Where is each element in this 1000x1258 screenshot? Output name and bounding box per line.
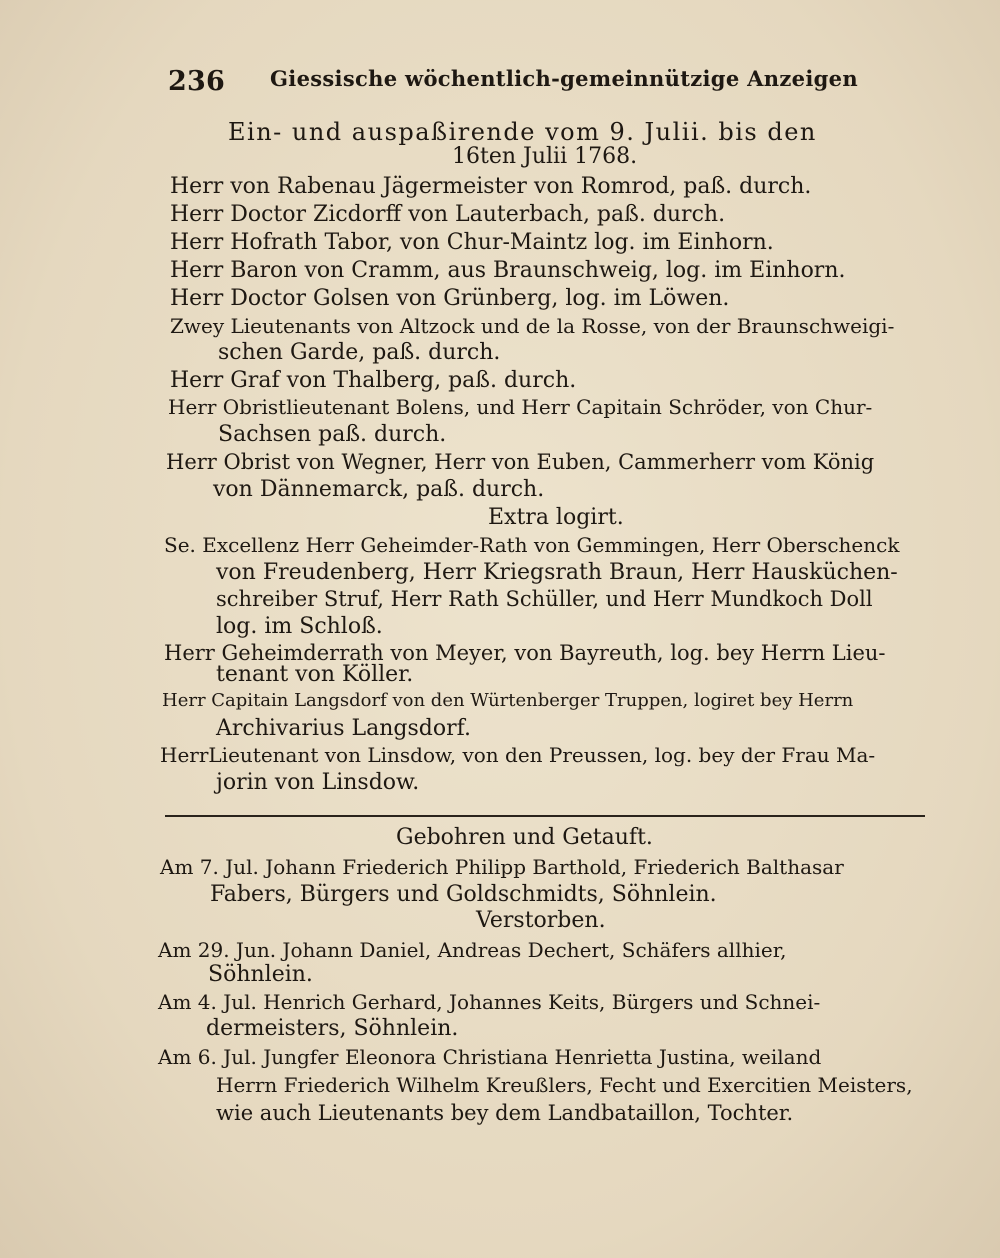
born-line: Fabers, Bürgers und Goldschmidts, Söhnlein. — [210, 882, 717, 907]
travel-line: Herr Hofrath Tabor, von Chur-Maintz log. im Einhorn. — [170, 230, 774, 255]
extra-line: Herr Capitain Langsdorf von den Würtenberger Truppen, logiret bey Herrn — [162, 690, 854, 711]
died-line: Am 29. Jun. Johann Daniel, Andreas Dechert, Schäfers allhier, — [158, 938, 787, 962]
section-divider — [165, 815, 925, 817]
born-heading: Gebohren und Getauft. — [396, 825, 653, 850]
extra-line: Herr Geheimderrath von Meyer, von Bayreuth, log. bey Herrn Lieu- — [164, 641, 886, 665]
died-line: Am 6. Jul. Jungfer Eleonora Christiana Henrietta Justina, weiland — [158, 1045, 822, 1069]
extra-line: von Freudenberg, Herr Kriegsrath Braun, Herr Hausküchen- — [216, 560, 898, 585]
extra-line: schreiber Struf, Herr Rath Schüller, und Herr Mundkoch Doll — [216, 587, 873, 611]
died-line: Söhnlein. — [208, 962, 313, 987]
died-line: Herrn Friederich Wilhelm Kreußlers, Fecht und Exercitien Meisters, — [216, 1073, 913, 1097]
travel-line: Herr Baron von Cramm, aus Braunschweig, log. im Einhorn. — [170, 258, 846, 283]
extra-line: log. im Schloß. — [216, 614, 383, 639]
born-line: Am 7. Jul. Johann Friederich Philipp Barthold, Friederich Balthasar — [160, 855, 844, 879]
died-line: dermeisters, Söhnlein. — [206, 1016, 459, 1041]
travel-heading: Ein- und auspaßirende vom 9. Julii. bis den — [228, 118, 817, 146]
died-line: Am 4. Jul. Henrich Gerhard, Johannes Keits, Bürgers und Schnei- — [158, 990, 821, 1014]
travel-heading-date: 16ten Julii 1768. — [452, 144, 638, 169]
travel-line: Herr Obrist von Wegner, Herr von Euben, Cammerherr vom König — [166, 450, 875, 474]
travel-line: schen Garde, paß. durch. — [218, 340, 501, 365]
extra-line: Archivarius Langsdorf. — [216, 716, 471, 741]
extra-line: Se. Excellenz Herr Geheimder-Rath von Gemmingen, Herr Oberschenck — [164, 533, 900, 557]
travel-line: Herr Doctor Golsen von Grünberg, log. im Löwen. — [170, 286, 730, 311]
extra-line: HerrLieutenant von Linsdow, von den Preussen, log. bey der Frau Ma- — [160, 743, 876, 767]
travel-line: von Dännemarck, paß. durch. — [213, 477, 545, 502]
died-heading: Verstorben. — [476, 908, 606, 933]
travel-line: Herr Graf von Thalberg, paß. durch. — [170, 368, 577, 393]
died-line: wie auch Lieutenants bey dem Landbataillon, Tochter. — [216, 1101, 794, 1125]
running-title: Giessische wöchentlich-gemeinnützige Anzeigen — [270, 66, 858, 91]
extra-heading: Extra logirt. — [488, 505, 624, 530]
travel-line: Herr Doctor Zicdorff von Lauterbach, paß. durch. — [170, 202, 726, 227]
travel-line: Herr Obristlieutenant Bolens, und Herr Capitain Schröder, von Chur- — [168, 395, 873, 419]
extra-line: jorin von Linsdow. — [216, 770, 420, 795]
travel-line: Zwey Lieutenants von Altzock und de la Rosse, von der Braunschweigi- — [170, 314, 895, 338]
travel-line: Sachsen paß. durch. — [218, 422, 447, 447]
travel-line: Herr von Rabenau Jägermeister von Romrod, paß. durch. — [170, 174, 812, 199]
page-number: 236 — [168, 66, 225, 97]
extra-line: tenant von Köller. — [216, 662, 414, 687]
